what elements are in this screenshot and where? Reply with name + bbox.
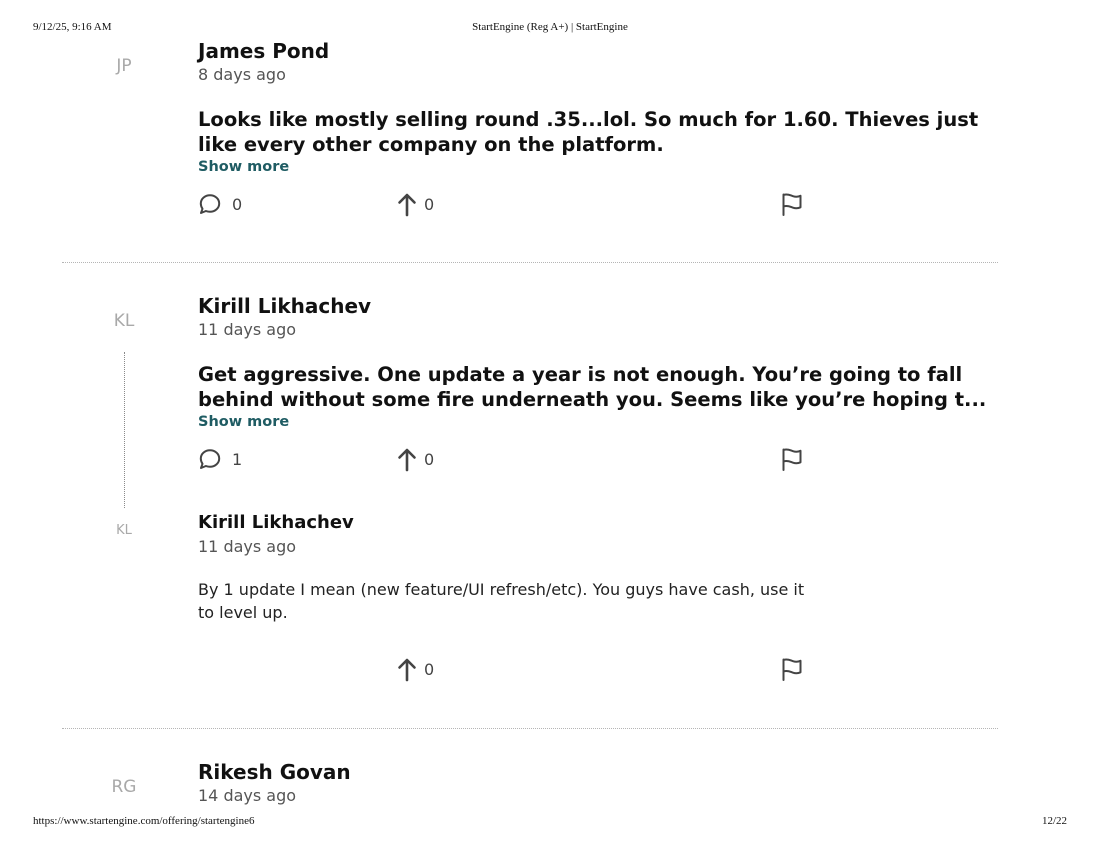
comment-body [198,107,979,157]
upvote-button[interactable] [396,191,434,217]
comment-timestamp: 14 days ago [198,786,297,805]
reply-body [198,579,805,624]
comment-body-line: Looks like mostly selling round .35...lol. So much for 1.60. Thieves just [198,108,979,131]
thread-line [124,352,125,508]
arrow-up-icon [396,191,418,217]
report-button[interactable] [780,446,804,472]
comment-author[interactable]: Kirill Likhachev [198,294,372,318]
comment-body-line: behind without some fire underneath you. Seems like you’re hoping t... [198,388,987,411]
reply-timestamp: 11 days ago [198,537,297,556]
comment-timestamp: 8 days ago [198,65,286,84]
print-page-number: 12/22 [1041,815,1067,827]
reply-button[interactable] [198,446,242,472]
upvote-button[interactable] [396,446,434,472]
flag-icon [780,446,804,472]
reply-button[interactable] [198,191,242,217]
print-datetime: 9/12/25, 9:16 AM [33,21,112,33]
upvote-count: 0 [424,194,435,214]
reply-count: 0 [232,194,243,214]
comment-author[interactable]: Rikesh Govan [198,760,351,784]
comment-divider [62,262,998,263]
upvote-count: 0 [424,659,435,679]
reply-body-line: By 1 update I mean (new feature/UI refresh/etc). You guys have cash, use it [198,580,805,599]
comment-body [198,362,987,412]
reply-body-line: to level up. [198,602,288,622]
print-page-title: StartEngine (Reg A+) | StartEngine [472,21,628,33]
avatar[interactable]: RG [111,777,137,797]
arrow-up-icon [396,446,418,472]
comment-divider [62,728,998,729]
comment-bubble-icon [198,447,222,471]
comment-timestamp: 11 days ago [198,320,297,339]
flag-icon [780,656,804,682]
comment-body-line: Get aggressive. One update a year is not enough. You’re going to fall [198,363,963,386]
print-url: https://www.startengine.com/offering/startengine6 [33,815,255,827]
reply-count: 1 [232,449,243,469]
report-button[interactable] [780,191,804,217]
avatar[interactable]: KL [113,311,135,331]
comment-body-line: like every other company on the platform. [198,133,664,156]
reply-author[interactable]: Kirill Likhachev [198,512,354,533]
avatar[interactable]: KL [116,523,132,538]
show-more-link[interactable]: Show more [198,159,290,175]
upvote-count: 0 [424,449,435,469]
report-button[interactable] [780,656,804,682]
avatar[interactable]: JP [116,56,132,76]
comment-bubble-icon [198,192,222,216]
upvote-button[interactable] [396,656,434,682]
show-more-link[interactable]: Show more [198,414,290,430]
flag-icon [780,191,804,217]
arrow-up-icon [396,656,418,682]
comment-author[interactable]: James Pond [198,39,330,63]
